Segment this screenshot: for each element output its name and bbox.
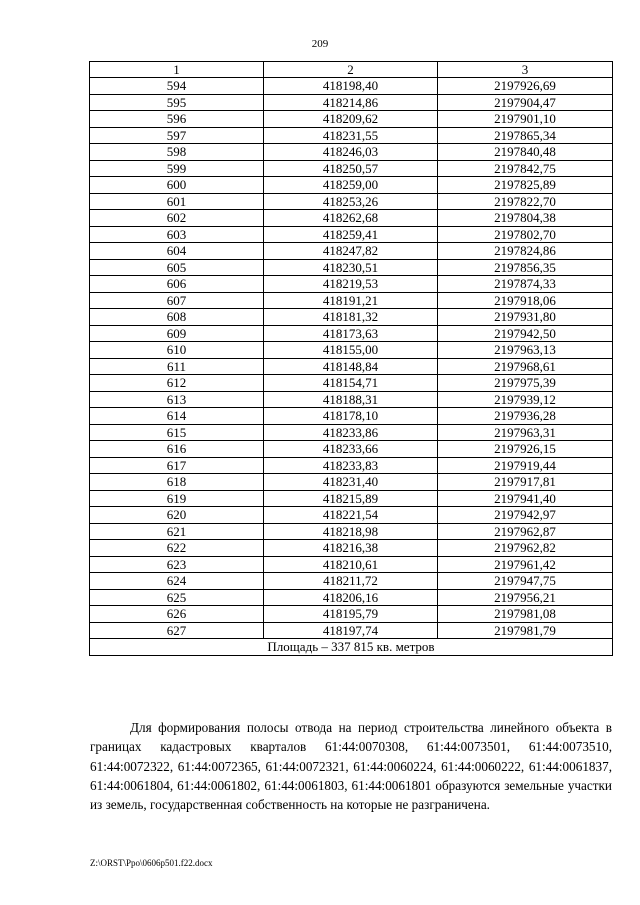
point-number-cell: 604 [90,243,264,260]
footer-file-path: Z:\ORST\Ppo\0606p501.f22.docx [90,858,213,868]
table-row [90,490,613,507]
x-coordinate-cell: 418198,40 [264,78,438,95]
y-coordinate-cell: 2197904,47 [438,94,613,111]
y-coordinate-cell: 2197962,87 [438,523,613,540]
table-row [90,523,613,540]
table-row [90,573,613,590]
point-number-cell: 623 [90,556,264,573]
table-row [90,193,613,210]
x-coordinate-cell: 418231,55 [264,127,438,144]
y-coordinate-cell: 2197865,34 [438,127,613,144]
table-row [90,210,613,227]
point-number-cell: 602 [90,210,264,227]
x-coordinate-cell: 418215,89 [264,490,438,507]
table-row [90,78,613,95]
point-number-cell: 596 [90,111,264,128]
x-coordinate-cell: 418209,62 [264,111,438,128]
table-row [90,589,613,606]
point-number-cell: 595 [90,94,264,111]
table-row [90,358,613,375]
x-coordinate-cell: 418231,40 [264,474,438,491]
table-row [90,226,613,243]
table-row [90,375,613,392]
y-coordinate-cell: 2197822,70 [438,193,613,210]
table-row [90,507,613,524]
table-row [90,144,613,161]
x-coordinate-cell: 418211,72 [264,573,438,590]
x-coordinate-cell: 418246,03 [264,144,438,161]
point-number-cell: 608 [90,309,264,326]
y-coordinate-cell: 2197936,28 [438,408,613,425]
point-number-cell: 603 [90,226,264,243]
table-row [90,127,613,144]
table-row [90,94,613,111]
body-paragraph: Для формирования полосы отвода на период строительства линейного объекта в границах кадастровых кварталов 61:44:0070308, 61:44:0073501, 61:44:0073510, 61:44:0072322, 61:44:0072365, 61:44:0072321, 61:44:0060224, 61:44:0060222, 61:44:0061837, 61:44:0061804, 61:44:0061802, 61:44:0061803, 61:44:0061801 образуются земельные участки из земель, государственная собственность на которые не разграничена. [90,720,612,813]
point-number-cell: 622 [90,540,264,557]
y-coordinate-cell: 2197942,50 [438,325,613,342]
y-coordinate-cell: 2197926,69 [438,78,613,95]
table-row [90,556,613,573]
point-number-cell: 619 [90,490,264,507]
y-coordinate-cell: 2197931,80 [438,309,613,326]
point-number-cell: 609 [90,325,264,342]
table-row [90,441,613,458]
x-coordinate-cell: 418178,10 [264,408,438,425]
table-row [90,408,613,425]
y-coordinate-cell: 2197956,21 [438,589,613,606]
point-number-cell: 612 [90,375,264,392]
x-coordinate-cell: 418148,84 [264,358,438,375]
x-coordinate-cell: 418221,54 [264,507,438,524]
y-coordinate-cell: 2197874,33 [438,276,613,293]
x-coordinate-cell: 418195,79 [264,606,438,623]
point-number-cell: 618 [90,474,264,491]
point-number-cell: 620 [90,507,264,524]
x-coordinate-cell: 418154,71 [264,375,438,392]
y-coordinate-cell: 2197917,81 [438,474,613,491]
table-row [90,160,613,177]
table-row [90,325,613,342]
y-coordinate-cell: 2197961,42 [438,556,613,573]
y-coordinate-cell: 2197802,70 [438,226,613,243]
table-row [90,457,613,474]
y-coordinate-cell: 2197856,35 [438,259,613,276]
point-number-cell: 610 [90,342,264,359]
page-number: 209 [311,38,329,50]
point-number-cell: 617 [90,457,264,474]
x-coordinate-cell: 418230,51 [264,259,438,276]
x-coordinate-cell: 418233,66 [264,441,438,458]
y-coordinate-cell: 2197941,40 [438,490,613,507]
area-total-cell: Площадь – 337 815 кв. метров [90,639,613,656]
coordinates-table-body [90,62,613,656]
x-coordinate-cell: 418233,86 [264,424,438,441]
y-coordinate-cell: 2197842,75 [438,160,613,177]
point-number-cell: 615 [90,424,264,441]
coordinates-table [89,61,613,656]
y-coordinate-cell: 2197918,06 [438,292,613,309]
x-coordinate-cell: 418206,16 [264,589,438,606]
point-number-cell: 601 [90,193,264,210]
table-row [90,243,613,260]
x-coordinate-cell: 418259,00 [264,177,438,194]
point-number-cell: 606 [90,276,264,293]
y-coordinate-cell: 2197939,12 [438,391,613,408]
table-row [90,292,613,309]
y-coordinate-cell: 2197962,82 [438,540,613,557]
table-row [90,276,613,293]
x-coordinate-cell: 418219,53 [264,276,438,293]
x-coordinate-cell: 418173,63 [264,325,438,342]
point-number-cell: 605 [90,259,264,276]
y-coordinate-cell: 2197942,97 [438,507,613,524]
point-number-cell: 599 [90,160,264,177]
table-row [90,622,613,639]
point-number-cell: 621 [90,523,264,540]
table-row [90,177,613,194]
x-coordinate-cell: 418247,82 [264,243,438,260]
point-number-cell: 611 [90,358,264,375]
x-coordinate-cell: 418188,31 [264,391,438,408]
table-row [90,474,613,491]
table-row [90,111,613,128]
x-coordinate-cell: 418253,26 [264,193,438,210]
y-coordinate-cell: 2197975,39 [438,375,613,392]
column-header: 3 [438,62,613,78]
x-coordinate-cell: 418214,86 [264,94,438,111]
table-row [90,424,613,441]
y-coordinate-cell: 2197901,10 [438,111,613,128]
y-coordinate-cell: 2197981,79 [438,622,613,639]
y-coordinate-cell: 2197981,08 [438,606,613,623]
table-header-row [90,62,613,78]
y-coordinate-cell: 2197963,13 [438,342,613,359]
y-coordinate-cell: 2197947,75 [438,573,613,590]
point-number-cell: 613 [90,391,264,408]
point-number-cell: 626 [90,606,264,623]
area-row [90,639,613,656]
table-row [90,540,613,557]
point-number-cell: 614 [90,408,264,425]
y-coordinate-cell: 2197840,48 [438,144,613,161]
x-coordinate-cell: 418197,74 [264,622,438,639]
point-number-cell: 616 [90,441,264,458]
y-coordinate-cell: 2197968,61 [438,358,613,375]
x-coordinate-cell: 418181,32 [264,309,438,326]
table-row [90,259,613,276]
y-coordinate-cell: 2197824,86 [438,243,613,260]
x-coordinate-cell: 418210,61 [264,556,438,573]
table-row [90,391,613,408]
y-coordinate-cell: 2197825,89 [438,177,613,194]
y-coordinate-cell: 2197804,38 [438,210,613,227]
point-number-cell: 627 [90,622,264,639]
point-number-cell: 624 [90,573,264,590]
x-coordinate-cell: 418250,57 [264,160,438,177]
x-coordinate-cell: 418262,68 [264,210,438,227]
y-coordinate-cell: 2197963,31 [438,424,613,441]
table-row [90,606,613,623]
x-coordinate-cell: 418218,98 [264,523,438,540]
point-number-cell: 625 [90,589,264,606]
point-number-cell: 607 [90,292,264,309]
x-coordinate-cell: 418191,21 [264,292,438,309]
column-header: 1 [90,62,264,78]
y-coordinate-cell: 2197926,15 [438,441,613,458]
point-number-cell: 594 [90,78,264,95]
point-number-cell: 598 [90,144,264,161]
x-coordinate-cell: 418259,41 [264,226,438,243]
table-row [90,309,613,326]
column-header: 2 [264,62,438,78]
point-number-cell: 597 [90,127,264,144]
y-coordinate-cell: 2197919,44 [438,457,613,474]
x-coordinate-cell: 418233,83 [264,457,438,474]
x-coordinate-cell: 418155,00 [264,342,438,359]
point-number-cell: 600 [90,177,264,194]
x-coordinate-cell: 418216,38 [264,540,438,557]
table-row [90,342,613,359]
